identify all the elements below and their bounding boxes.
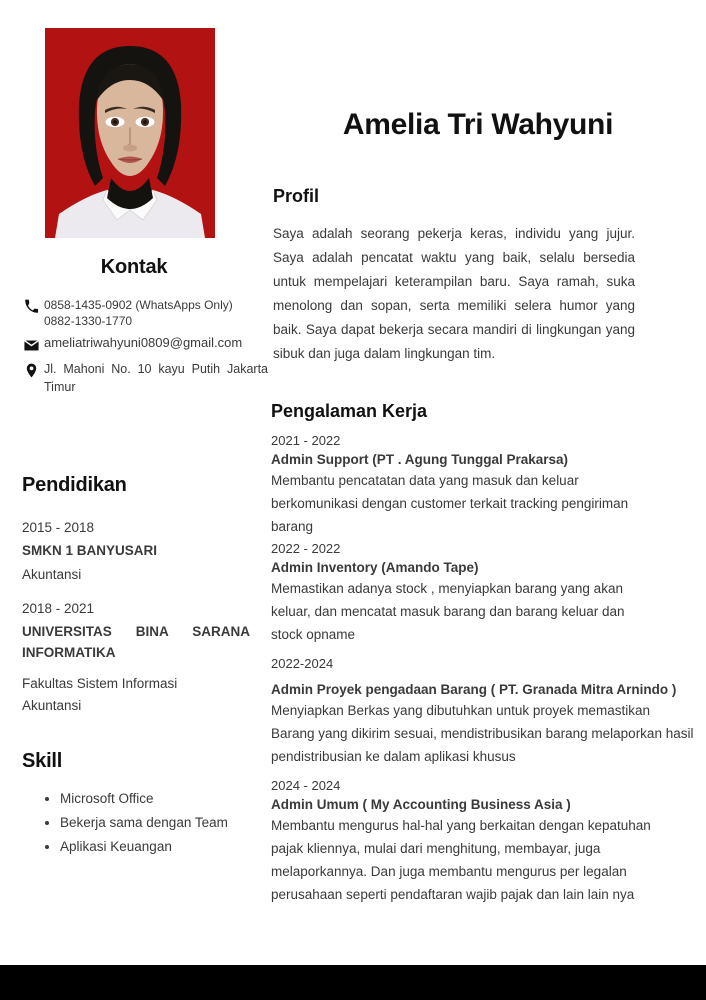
footer-band — [0, 965, 706, 1000]
experience-description: Membantu mengurus hal-hal yang berkaitan dengan kepatuhan pajak kliennya, mulai dari menghitung, membayar, juga melaporkannya. Dan juga membantu mengurus per legalan perusahaan seperti pendaftaran wajib pajak dan lain lain nya — [271, 818, 651, 902]
contact-list — [18, 297, 268, 402]
kontak-heading: Kontak — [100, 256, 168, 278]
experience-entry — [271, 432, 699, 538]
experience-description: Menyiapkan Berkas yang dibutuhkan untuk proyek memastikan Barang yang dikirim sesuai, mendistribusikan barang melaporkan hasil pendistribusian ke dalam aplikasi khusus — [271, 703, 694, 764]
experience-description: Membantu pencatatan data yang masuk dan keluar berkomunikasi dengan customer terkait tracking pengiriman barang — [271, 473, 629, 534]
pendidikan-heading: Pendidikan — [22, 474, 127, 496]
education-faculty: Fakultas Sistem Informasi — [22, 676, 178, 691]
list-item: • Microsoft Office — [60, 787, 275, 810]
experience-role: Admin Support (PT . Agung Tunggal Prakarsa) — [271, 452, 569, 467]
location-pin-icon — [18, 360, 44, 379]
education-school: SMKN 1 BANYUSARI — [22, 543, 158, 558]
sidebar — [0, 0, 268, 965]
education-school: UNIVERSITAS BINA SARANA INFORMATIKA — [22, 624, 250, 660]
skill-list — [40, 787, 275, 859]
experience-description: Memastikan adanya stock , menyiapkan barang yang akan keluar, dan mencatat masuk barang dan barang keluar dan stock opname — [271, 581, 625, 642]
portrait-illustration — [45, 28, 215, 238]
phone-line-2: 0882-1330-1770 — [44, 314, 133, 328]
email-address: ameliatriwahyuni0809@gmail.com — [44, 335, 243, 350]
experience-role: Admin Proyek pengadaan Barang ( PT. Granada Mitra Arnindo ) — [271, 682, 677, 697]
education-major: Akuntansi — [22, 567, 82, 582]
contact-phone[interactable] — [18, 297, 268, 329]
skill-heading: Skill — [22, 750, 63, 772]
education-entry — [22, 599, 250, 717]
profil-heading: Profil — [273, 186, 320, 206]
contact-email[interactable] — [18, 335, 268, 354]
experience-list — [271, 432, 699, 908]
education-year: 2018 - 2021 — [22, 601, 95, 616]
pengalaman-kerja-heading: Pengalaman Kerja — [271, 401, 428, 421]
address-text: Jl. Mahoni No. 10 kayu Putih Jakarta Timur — [44, 362, 268, 394]
contact-address[interactable] — [18, 360, 268, 396]
experience-entry — [271, 655, 699, 768]
envelope-icon — [18, 335, 44, 354]
education-list — [22, 518, 250, 727]
experience-year: 2022 - 2022 — [271, 541, 341, 556]
education-major: Akuntansi — [22, 698, 82, 713]
experience-entry — [271, 540, 699, 646]
experience-year: 2022-2024 — [271, 656, 334, 671]
phone-line-1: 0858-1435-0902 (WhatsApps Only) — [44, 298, 233, 312]
education-year: 2015 - 2018 — [22, 520, 95, 535]
phone-icon — [18, 297, 44, 314]
experience-role: Admin Inventory (Amando Tape) — [271, 560, 479, 575]
experience-year: 2021 - 2022 — [271, 433, 341, 448]
page-title: Amelia Tri Wahyuni — [342, 108, 614, 141]
list-item: • Aplikasi Keuangan — [60, 835, 275, 858]
experience-entry — [271, 777, 699, 906]
main-column — [268, 0, 706, 965]
experience-role: Admin Umum ( My Accounting Business Asia ) — [271, 797, 571, 812]
experience-year: 2024 - 2024 — [271, 778, 341, 793]
phone-numbers — [44, 297, 233, 329]
list-item: • Bekerja sama dengan Team — [60, 811, 275, 834]
profile-photo — [45, 28, 215, 238]
education-entry — [22, 518, 250, 586]
profil-text: Saya adalah seorang pekerja keras, individu yang jujur. Saya adalah pencatat waktu yang baik, selalu bersedia untuk mempelajari keterampilan baru. Saya ramah, suka menolong dan sopan, serta memiliki selera humor yang baik. Saya dapat bekerja secara mandiri di lingkungan yang sibuk dan juga dalam lingkungan tim. — [273, 226, 635, 361]
